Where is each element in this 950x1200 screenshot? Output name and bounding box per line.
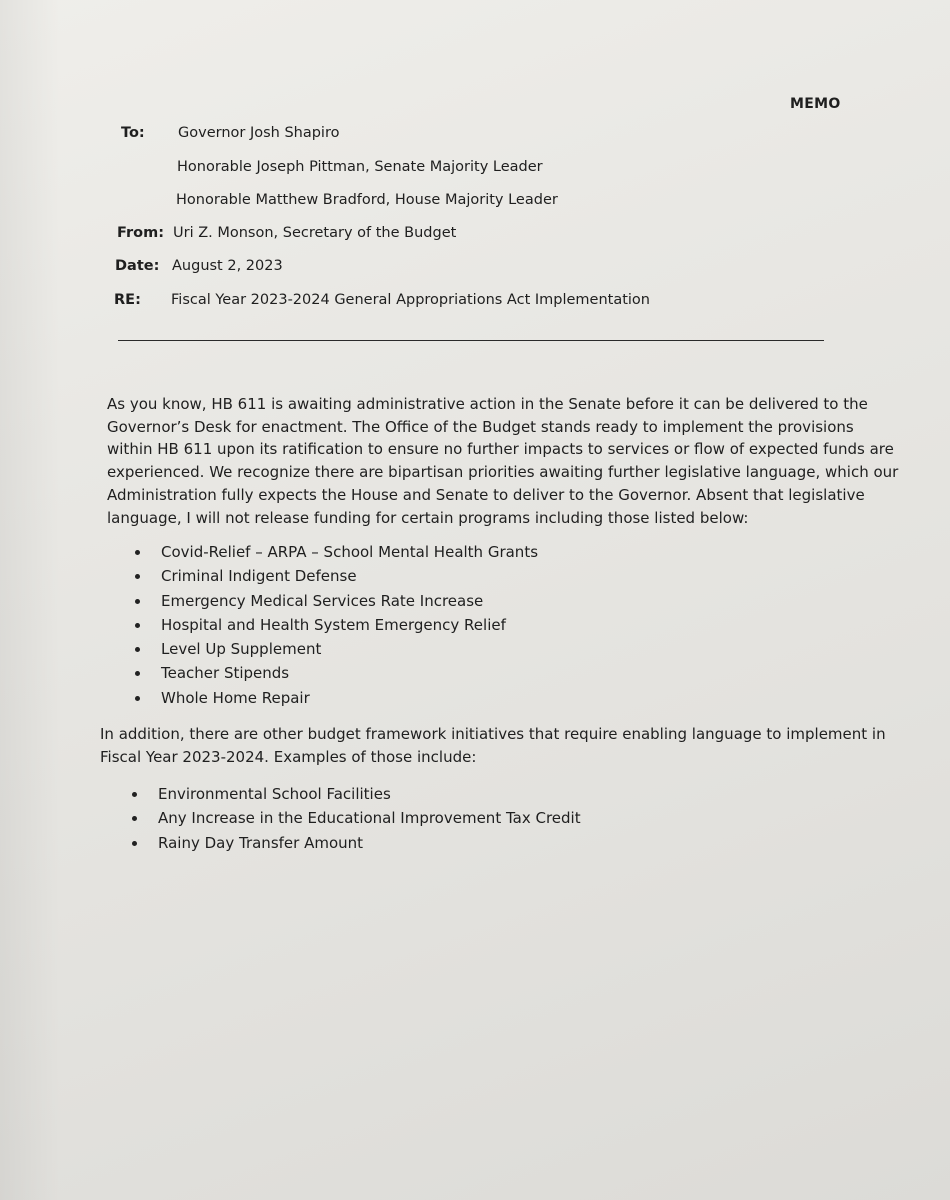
list-item: Level Up Supplement [161, 637, 538, 661]
list-item: Covid-Relief – ARPA – School Mental Health Grants [161, 540, 538, 564]
bullet-icon [135, 574, 140, 579]
header-divider [118, 340, 824, 341]
paragraph-1 [107, 393, 898, 529]
memo-title: MEMO [790, 96, 841, 112]
re-value: Fiscal Year 2023-2024 General Appropriations Act Implementation [171, 292, 650, 308]
paragraph-2-line: Fiscal Year 2023-2024. Examples of those include: [100, 748, 477, 766]
bullet-icon [132, 792, 137, 797]
list-item: Rainy Day Transfer Amount [158, 831, 581, 855]
paragraph-1-line: Governor’s Desk for enactment. The Office of the Budget stands ready to implement the provisions [107, 417, 854, 436]
bullet-icon [132, 841, 137, 846]
list-item: Whole Home Repair [161, 686, 538, 710]
bullet-icon [135, 623, 140, 628]
bullet-icon [135, 599, 140, 604]
paragraph-1-line: within HB 611 upon its ratification to ensure no further impacts to services or flow of expected funds are [107, 440, 894, 459]
to-recipient-2: Honorable Joseph Pittman, Senate Majority Leader [177, 159, 543, 175]
from-value: Uri Z. Monson, Secretary of the Budget [173, 225, 457, 241]
list-item: Teacher Stipends [161, 661, 538, 685]
re-label: RE: [114, 292, 141, 308]
paragraph-2-line: In addition, there are other budget framework initiatives that require enabling language to implement in [100, 725, 886, 743]
paragraph-2 [100, 723, 886, 769]
bullet-icon [135, 696, 140, 701]
bullet-icon [135, 671, 140, 676]
list-item: Any Increase in the Educational Improvement Tax Credit [158, 806, 581, 830]
list-item: Hospital and Health System Emergency Relief [161, 613, 538, 637]
list-item: Environmental School Facilities [158, 782, 581, 806]
list-item: Emergency Medical Services Rate Increase [161, 589, 538, 613]
to-recipient-3: Honorable Matthew Bradford, House Majority Leader [176, 192, 558, 208]
date-value: August 2, 2023 [172, 258, 283, 274]
program-list [161, 540, 538, 710]
from-label: From: [117, 225, 164, 241]
to-recipient-1: Governor Josh Shapiro [178, 125, 340, 141]
date-label: Date: [115, 258, 160, 274]
bullet-icon [135, 550, 140, 555]
paragraph-1-line: As you know, HB 611 is awaiting administrative action in the Senate before it can be delivered to the [107, 395, 868, 413]
bullet-icon [132, 816, 137, 821]
list-item: Criminal Indigent Defense [161, 564, 538, 588]
paragraph-1-line: experienced. We recognize there are bipartisan priorities awaiting further legislative language, which our [107, 463, 899, 482]
bullet-icon [135, 647, 140, 652]
to-label: To: [121, 125, 145, 141]
paragraph-1-line: Administration fully expects the House and Senate to deliver to the Governor. Absent that legislative [107, 485, 865, 504]
initiative-list [158, 782, 581, 855]
paragraph-1-line: language, I will not release funding for certain programs including those listed below: [107, 508, 749, 527]
paper-shadow [0, 0, 60, 1200]
